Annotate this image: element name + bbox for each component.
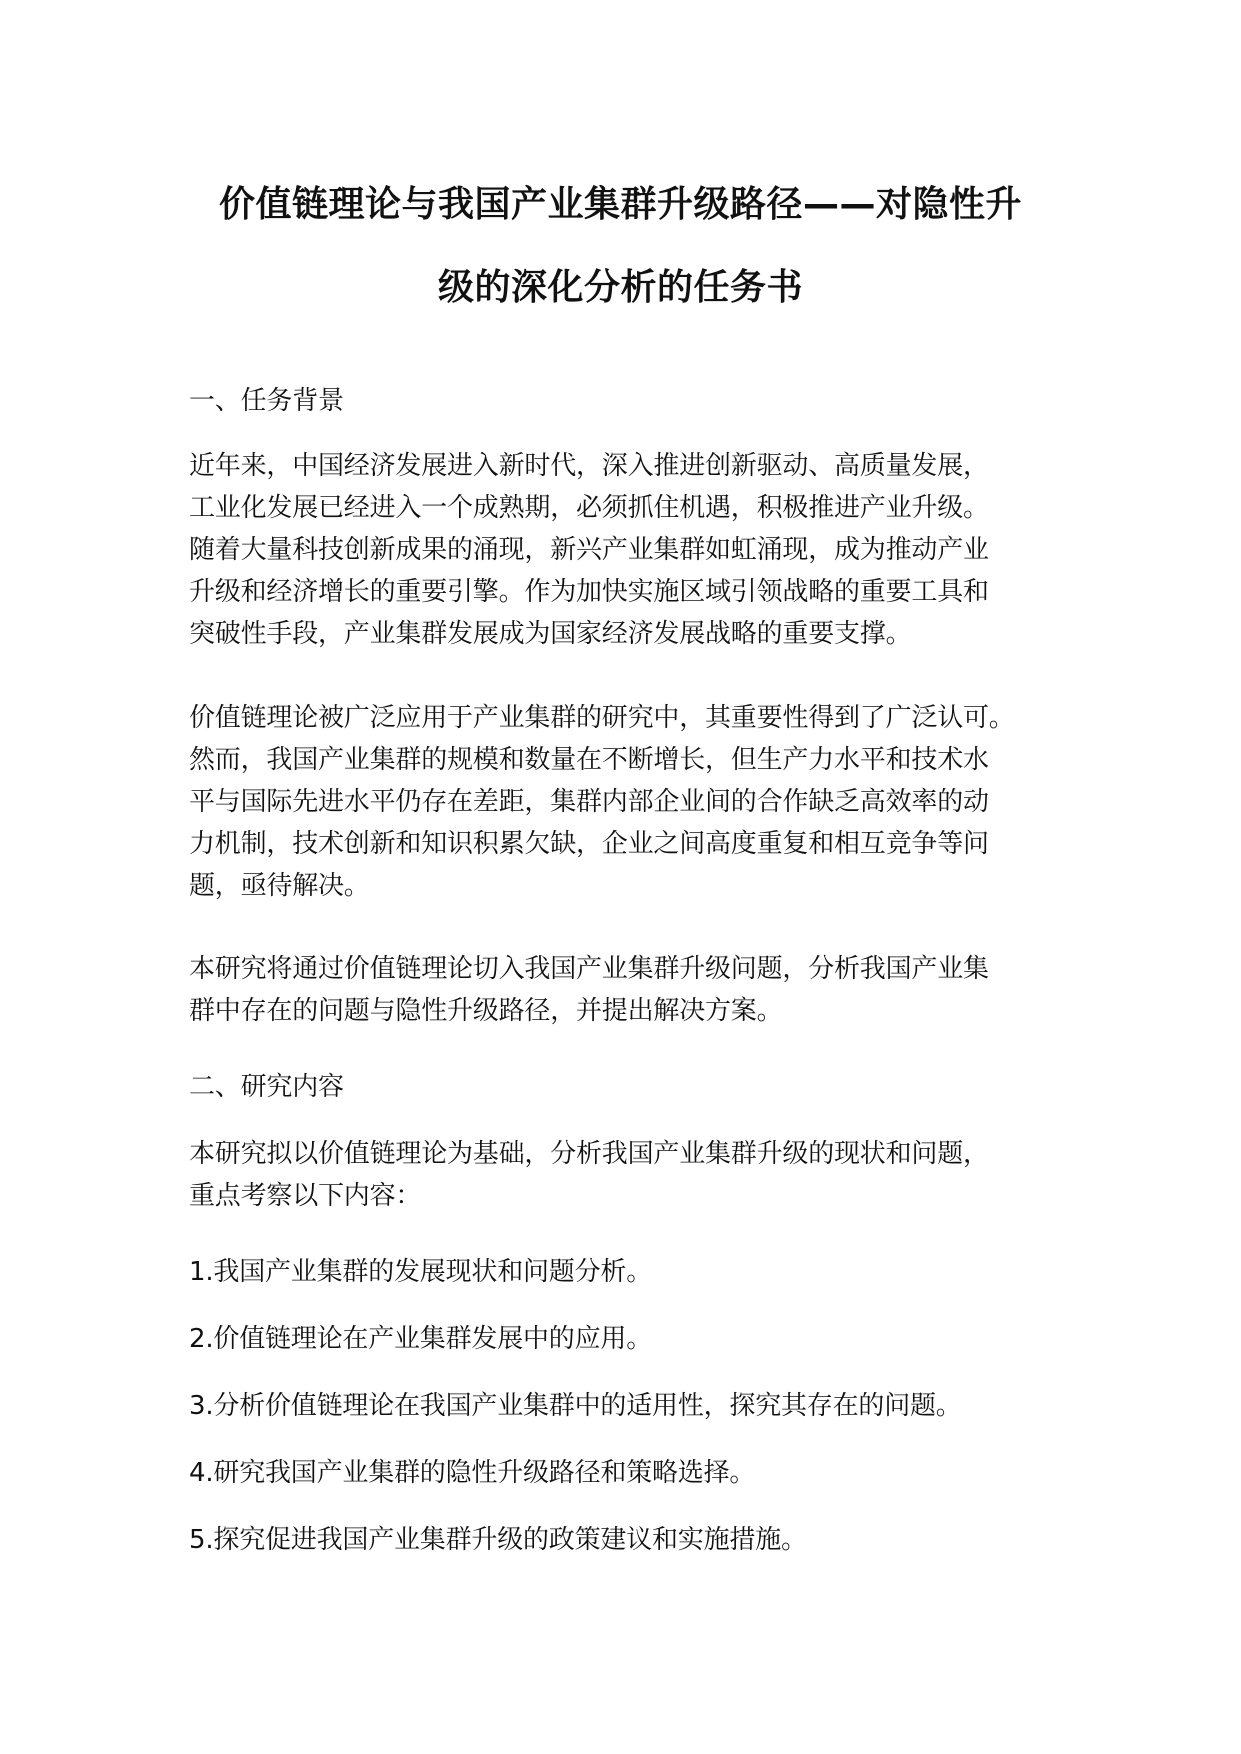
list-item: 3.分析价值链理论在我国产业集群中的适用性，探究其存在的问题。 xyxy=(189,1391,962,1421)
paragraph-line: 突破性手段，产业集群发展成为国家经济发展战略的重要支撑。 xyxy=(189,619,912,649)
document-title-line-1: 价值链理论与我国产业集群升级路径——对隐性升 xyxy=(218,184,1022,225)
paragraph-line: 平与国际先进水平仍存在差距，集群内部企业间的合作缺乏高效率的动 xyxy=(189,787,989,817)
list-item: 4.研究我国产业集群的隐性升级路径和策略选择。 xyxy=(189,1458,756,1488)
paragraph-line: 价值链理论被广泛应用于产业集群的研究中，其重要性得到了广泛认可。 xyxy=(189,703,1015,733)
paragraph-line: 力机制，技术创新和知识积累欠缺，企业之间高度重复和相互竞争等问 xyxy=(189,829,989,859)
paragraph-background-1 xyxy=(189,445,1089,655)
paragraph-research-intro xyxy=(189,1133,1089,1217)
paragraph-line: 本研究将通过价值链理论切入我国产业集群升级问题，分析我国产业集 xyxy=(189,954,989,984)
research-item-1 xyxy=(189,1251,1089,1293)
document-title-line-2: 级的深化分析的任务书 xyxy=(437,267,803,308)
list-item: 2.价值链理论在产业集群发展中的应用。 xyxy=(189,1324,653,1354)
research-item-2 xyxy=(189,1318,1089,1360)
paragraph-line: 近年来，中国经济发展进入新时代，深入推进创新驱动、高质量发展， xyxy=(189,451,989,481)
paragraph-line: 升级和经济增长的重要引擎。作为加快实施区域引领战略的重要工具和 xyxy=(189,577,989,607)
list-item: 1.我国产业集群的发展现状和问题分析。 xyxy=(189,1257,653,1287)
paragraph-line: 群中存在的问题与隐性升级路径，并提出解决方案。 xyxy=(189,996,783,1026)
paragraph-line: 然而，我国产业集群的规模和数量在不断增长，但生产力水平和技术水 xyxy=(189,745,989,775)
research-item-4 xyxy=(189,1452,1089,1494)
paragraph-line: 工业化发展已经进入一个成熟期，必须抓住机遇，积极推进产业升级。 xyxy=(189,493,989,523)
paragraph-background-2 xyxy=(189,697,1089,907)
paragraph-line: 本研究拟以价值链理论为基础，分析我国产业集群升级的现状和问题， xyxy=(189,1139,989,1169)
section-1-heading xyxy=(189,380,1089,422)
section-heading: 一、任务背景 xyxy=(189,386,344,416)
paragraph-line: 题，亟待解决。 xyxy=(189,871,370,901)
research-item-3 xyxy=(189,1385,1089,1427)
paragraph-line: 随着大量科技创新成果的涌现，新兴产业集群如虹涌现，成为推动产业 xyxy=(189,535,989,565)
section-2-heading xyxy=(189,1066,1089,1108)
list-item: 5.探究促进我国产业集群升级的政策建议和实施措施。 xyxy=(189,1525,807,1555)
research-item-5 xyxy=(189,1519,1089,1561)
section-heading: 二、研究内容 xyxy=(189,1072,344,1102)
paragraph-background-3 xyxy=(189,948,1089,1032)
paragraph-line: 重点考察以下内容： xyxy=(189,1181,422,1211)
